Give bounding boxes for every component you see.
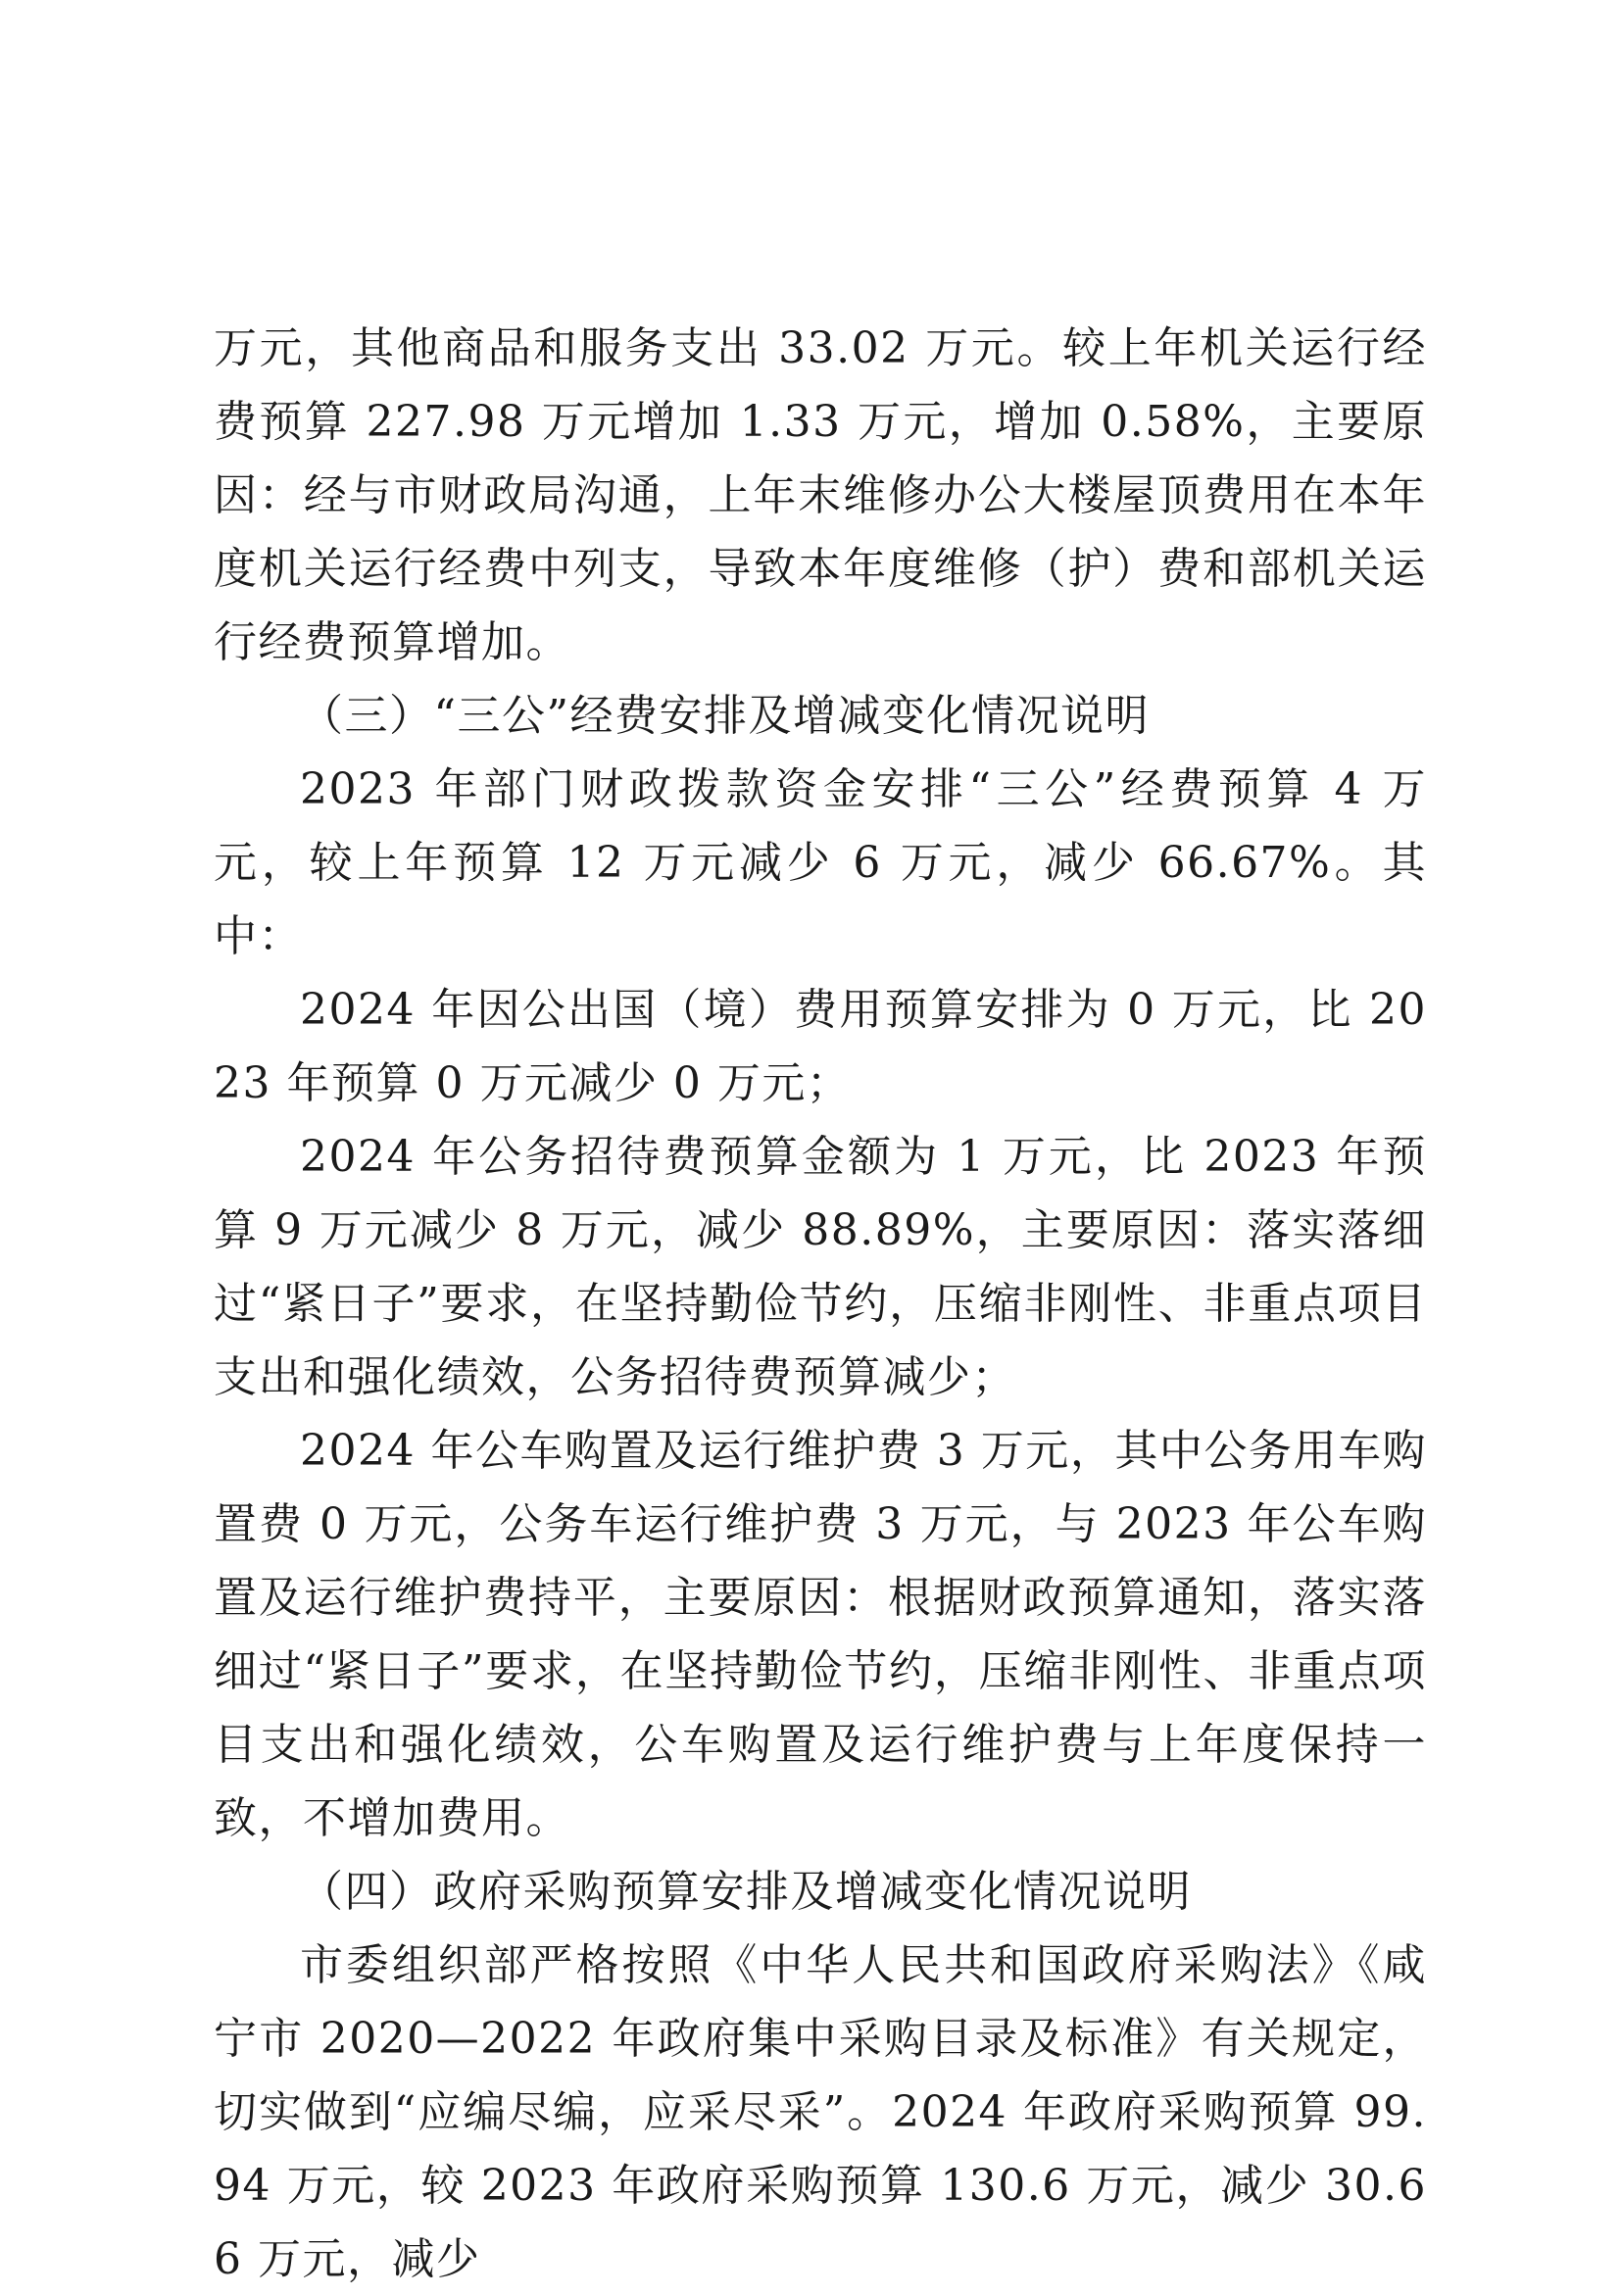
paragraph-official-vehicles: 2024 年公车购置及运行维护费 3 万元，其中公务用车购置费 0 万元，公务车运行维护费 3 万元，与 2023 年公车购置及运行维护费持平，主要原因：根据财政预算通知，落实落细过“紧日子”要求，在坚持勤俭节约，压缩非刚性、非重点项目支出和强化绩效，公车购置及运行维护费与上年度保持一致，不增加费用。 xyxy=(214,1426,1427,1843)
section-heading-three-public-expenses: （三）“三公”经费安排及增减变化情况说明 xyxy=(300,691,1150,741)
document-page xyxy=(214,312,1427,2296)
paragraph-procurement-budget: 市委组织部严格按照《中华人民共和国政府采购法》《咸宁市 2020—2022 年政府集中采购目录及标准》有关规定，切实做到“应编尽编，应采尽采”。2024 年政府采购预算 99.94 万元，较 2023 年政府采购预算 130.6 万元，减少 30.66 万元，减少 xyxy=(214,1940,1427,2284)
paragraph-three-public-total: 2023 年部门财政拨款资金安排“三公”经费预算 4 万元，较上年预算 12 万元减少 6 万元，减少 66.67%。其中： xyxy=(214,764,1427,961)
section-heading-government-procurement: （四）政府采购预算安排及增减变化情况说明 xyxy=(300,1867,1192,1917)
paragraph-overseas-travel: 2024 年因公出国（境）费用预算安排为 0 万元，比 2023 年预算 0 万元减少 0 万元； xyxy=(214,985,1427,1108)
paragraph-official-reception: 2024 年公务招待费预算金额为 1 万元，比 2023 年预算 9 万元减少 8 万元，减少 88.89%，主要原因：落实落细过“紧日子”要求，在坚持勤俭节约，压缩非刚性、非重点项目支出和强化绩效，公务招待费预算减少； xyxy=(214,1132,1427,1402)
paragraph-operating-expenses: 万元，其他商品和服务支出 33.02 万元。较上年机关运行经费预算 227.98 万元增加 1.33 万元，增加 0.58%，主要原因：经与市财政局沟通，上年末维修办公大楼屋顶费用在本年度机关运行经费中列支，导致本年度维修（护）费和部机关运行经费预算增加。 xyxy=(214,323,1427,667)
